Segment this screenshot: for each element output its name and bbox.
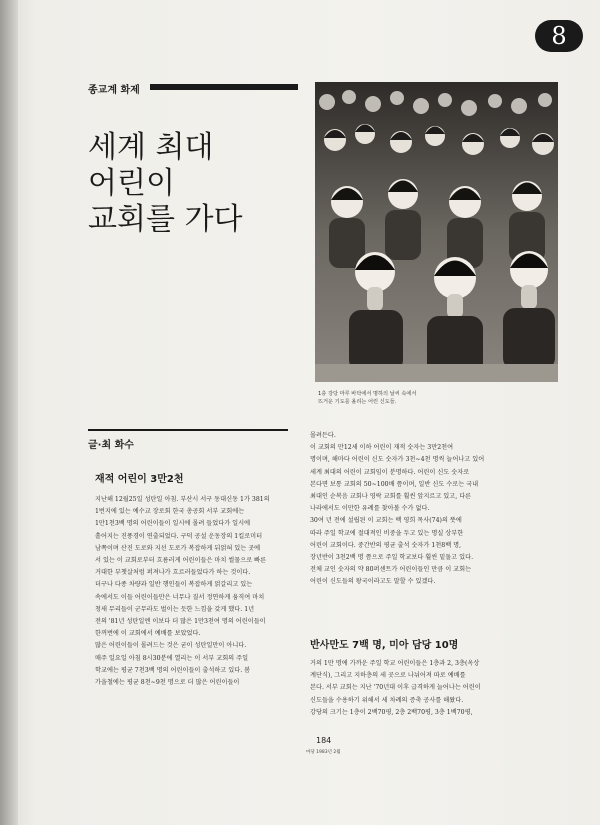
body-line: 더구나 다종 차량과 일반 행인들이 복잡하게 얽갈리고 있는	[95, 581, 253, 589]
body-line: 서 있는 이 교회로부터 흐름러게 어린이들은 마치 썰물으로 빠른	[95, 557, 267, 565]
caption-line-1: 1층 강당 마루 바닥에서 명하의 날씨 속에서	[318, 391, 417, 397]
body-line: 강당의 크기는 1층이 2백70평, 2층 2백70평, 3층 1백70평,	[310, 708, 473, 716]
photo-illustration	[315, 82, 558, 382]
caption-line-2: 뜨거운 기도를 올리는 어린 신도들.	[318, 399, 397, 405]
body-line: 1번지에 있는 예수교 장로회 한국 총공회 서부 교회에는	[95, 508, 245, 516]
body-line: 1만1천3백 명의 어린이들이 일시에 몰려 들었다가 일시에	[95, 520, 251, 528]
section-tag: 종교계 화제	[88, 85, 140, 96]
page-number-badge: 8	[535, 20, 583, 52]
body-line: 가을철에는 평균 8천~9천 명으로 더 많은 어린이들이	[95, 679, 240, 687]
right-column-text-top	[310, 430, 520, 589]
body-line: 남쪽이며 산진 도로와 지선 도로가 복잡하게 뒤얽혀 있는 곳에	[95, 544, 261, 552]
title-line-3: 교회를 가다	[88, 202, 243, 237]
body-line: 거의 1만 명에 가까운 주일 학교 어린이들은 1층과 2, 3층(옥상	[310, 660, 480, 667]
section-tag-rule	[150, 84, 298, 90]
body-line: 청새 무리들이 군무라도 벌이는 듯한 느낌을 갖게 했다. 1년	[95, 605, 255, 613]
body-line: 계단식), 그리고 지하층의 세 곳으로 나뉘어져 따로 예배를	[310, 672, 466, 680]
title-line-1: 세계 최대	[88, 130, 214, 165]
body-line: 많은 어린이들이 몰려드는 것은 굳이 성탄일만이 아니다.	[95, 642, 247, 650]
page-spine-shadow	[0, 0, 18, 825]
left-column-text	[95, 494, 295, 689]
body-line: 전체 교인 숫자의 약 80퍼센트가 어린이들인 만큼 이 교회는	[310, 566, 472, 574]
byline-rule	[88, 429, 288, 431]
body-line: 속에서도 이들 어린이들만은 너무나 질서 정연하게 움직여 마치	[95, 593, 265, 601]
children-praying-photo	[315, 82, 558, 382]
body-line: 전의 '81년 성탄일엔 이보다 더 많은 1만3천여 명의 어린이들이	[95, 618, 266, 626]
body-line: 장년반이 3천2백 명 쯤으로 주일 학교보다 훨씬 밑돌고 있다.	[310, 554, 474, 562]
body-line: 몰려든다.	[310, 432, 336, 439]
body-line: 본다. 서부 교회는 지난 '70년대 이후 급격하게 늘어나는 어린이	[310, 684, 481, 692]
body-line: 매주 일요일 아침 8시30분에 열리는 이 서부 교회의 주일	[95, 654, 249, 662]
body-line: 나라에서도 이만한 유례를 찾아볼 수가 없다.	[310, 505, 430, 513]
body-line: 거대한 부챗살처럼 퍼져나가 흐르러들었다가 하는 것이다.	[95, 569, 251, 577]
body-line: 학교에는 평균 7천3백 명의 어린이들이 출석하고 있다. 봄	[95, 666, 251, 674]
body-line: 어린이 교회이다. 중간반의 평균 출석 숫자가 1천8백 명,	[310, 541, 462, 549]
right-subhead: 반사만도 7백 명, 미아 담당 10명	[310, 640, 459, 651]
body-line: 명이며, 해마다 어린이 신도 숫자가 3천~4천 명씩 늘어나고 있어	[310, 456, 485, 464]
body-line: 본다면 보통 교회의 50~100배 쯤이며, 일반 신도 수로는 국내	[310, 480, 479, 488]
author-byline: 글·최 화수	[88, 440, 134, 451]
body-line: 지난해 12월25일 성탄일 아침. 부산시 서구 동대신동 1가 381의	[95, 496, 270, 503]
page-folio: 184	[316, 736, 332, 745]
title-line-2: 어린이	[88, 166, 175, 201]
page-folio-subtitle: 마당 1983년 2월	[306, 750, 341, 755]
right-column-text-bottom	[310, 658, 520, 719]
body-line: 30여 년 전에 설립된 이 교회는 백 영희 목사(74)의 뜻에	[310, 517, 462, 525]
body-line: 어린이 신도들의 왕국이라고도 말할 수 있겠다.	[310, 578, 436, 586]
body-line: 세계 최대의 어린이 교회임이 분명하다. 어린이 신도 숫자로	[310, 468, 470, 476]
body-line: 흩어지는 진풍경이 연출되었다. 구덕 공설 운동장의 1킬로미터	[95, 532, 263, 540]
article-title	[88, 130, 303, 238]
body-line: 최대인 순복음 교회나 영락 교회를 훨씬 앞지르고 있고, 다른	[310, 493, 472, 501]
photo-caption	[318, 390, 498, 406]
body-line: 신도들을 수용하기 위해서 세 차례의 증축 공사를 해왔다.	[310, 696, 464, 704]
left-subhead: 재적 어린이 3만2천	[95, 474, 184, 485]
body-line: 따라 주일 학교에 절대적인 비중을 두고 있는 명실 상부한	[310, 529, 464, 537]
body-line: 한꺼번에 이 교회에서 예배를 보았었다.	[95, 630, 201, 638]
body-line: 이 교회의 만12세 이하 어린이 재적 숫자는 3만2천여	[310, 444, 454, 452]
